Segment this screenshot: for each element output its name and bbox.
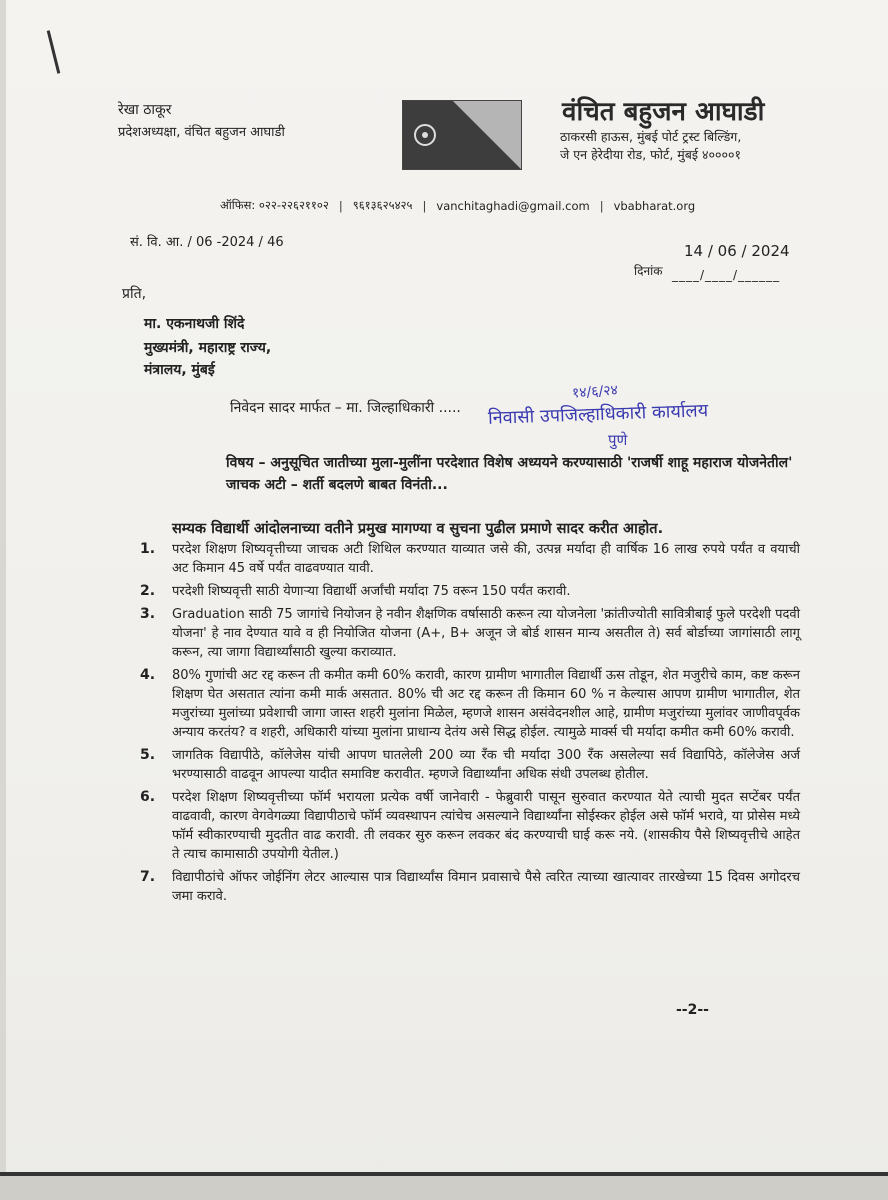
sender-title: प्रदेशअध्यक्षा, वंचित बहुजन आघाडी	[118, 125, 285, 140]
list-item-number: 7.	[140, 869, 156, 885]
email-address: vanchitaghadi@gmail.com	[436, 198, 590, 213]
separator: |	[422, 198, 427, 213]
page-left-edge	[0, 0, 6, 1200]
organization-address-line2: जे एन हेरेदीया रोड, फोर्ट, मुंबई ४००००१	[560, 147, 741, 162]
office-stamp-city: पुणे	[608, 431, 628, 449]
recipient-name: मा. एकनाथजी शिंदे	[144, 316, 245, 332]
list-item-text: विद्यापीठांचे ऑफर जोईनिंग लेटर आल्यास पात्र विद्यार्थ्यांस विमान प्रवासाचे पैसे त्वरित त्याच्या खात्यावर तारखेच्या 15 दिवस अगोदरच जमा करावे.	[172, 870, 800, 904]
list-item	[140, 666, 800, 742]
list-item-text: परदेश शिक्षण शिष्यवृत्तीच्या जाचक अटी शिथिल करण्यात याव्यात जसे की, उत्पन्न मर्यादा ही वार्षिक 16 लाख रुपये पर्यंत व वयाची अट किमान 45 वर्षे पर्यंत वाढवण्यात यावी.	[172, 542, 800, 576]
subject-line: विषय – अनुसूचित जातीच्या मुला-मुलींना परदेशात विशेष अध्ययने करण्यासाठी 'राजर्षी शाहू महाराज योजनेतील' जाचक अटी – शर्ती बदलणे बाबत विनंती...	[226, 455, 793, 493]
date-blank-line: ____/____/______	[672, 268, 781, 282]
list-item	[140, 540, 800, 578]
list-item-number: 1.	[140, 541, 156, 557]
list-item-text: परदेश शिक्षण शिष्यवृत्तीच्या फॉर्म भरायला प्रत्येक वर्षी जानेवारी - फेब्रुवारी पासून सुरुवात करण्यात येते त्याची मुदत सप्टेंबर पर्यंत वाढवावी, कारण वेगवेगळ्या विद्यापीठाचे फॉर्म व्यवस्थापन त्यांचेच असल्याने विद्यार्थ्यांना सोईस्कर होईल असे फॉर्म भरावे, या प्रोसेस मध्ये फॉर्म स्वीकारण्याची मुदतीत वाढ करावी. ती लवकर सुरु करून लवकर बंद करण्याची घाई करू नये. (शासकीय पैसे शिष्यवृत्तीचे आहेत ते त्याच कामासाठी उपयोगी येतील.)	[172, 790, 800, 862]
stamp-handwritten-date: १४/६/२४	[571, 382, 619, 402]
organization-address-line1: ठाकरसी हाऊस, मुंबई पोर्ट ट्रस्ट बिल्डिंग,	[560, 129, 742, 144]
page-marker: --2--	[676, 1002, 709, 1018]
mobile-number: ९६१३६२५४२५	[352, 198, 413, 212]
list-item-text: Graduation साठी 75 जागांचे नियोजन हे नवीन शैक्षणिक वर्षासाठी करून त्या योजनेला 'क्रांतीज्योती सावित्रीबाई फुले परदेशी पदवी योजना' हे नाव देण्यात यावे व ही नियोजित योजना (A+, B+ अजून जे बोर्ड शासन मान्य असतील ते) सर्व बोर्डाच्या जागांसाठी लागू करून, त्या जागा विद्यार्थ्यांसाठी खुल्या कराव्यात.	[172, 607, 800, 660]
list-item-number: 4.	[140, 667, 156, 683]
office-phone: ऑफिस: ०२२-२२६२११०२	[220, 198, 329, 212]
date-label: दिनांक	[634, 264, 663, 278]
list-item-text: परदेशी शिष्यवृत्ती साठी येणाऱ्या विद्यार्थी अर्जांची मर्यादा 75 वरून 150 पर्यंत करावी.	[172, 584, 571, 599]
background-strip	[0, 1176, 888, 1200]
list-item-number: 6.	[140, 789, 156, 805]
sender-name: रेखा ठाकूर	[118, 102, 172, 118]
list-item	[140, 746, 800, 784]
website: vbabharat.org	[613, 198, 696, 213]
list-item-text: 80% गुणांची अट रद्द करून ती कमीत कमी 60% करावी, कारण ग्रामीण भागातील विद्यार्थी ऊस तोडून, शेत मजुरीचे काम, कष्ट करून शिक्षण घेत असतात त्यांना कमी मार्क असतात. 80% ची अट रद्द करून ती किमान 60 % न केल्यास आपण ग्रामीण भागातील, शेत मजुरांच्या मुलांच्या प्रवेशाची जागा जास्त शहरी मुलांना मिळेल, म्हणजे शासन असंवेदनशील आहे, ग्रामीण मजुरांच्या मुलांवर जाणीवपूर्वक अन्याय करतंय? व शहरी, अधिकारी यांच्या मुलांना प्राधान्य देतंय असे सिद्ध होईल. त्यामुळे मार्क्स ची मर्यादा कमीत कमी 60% करावी.	[172, 668, 800, 740]
reference-number: सं. वि. आ. / 06 -2024 / 46	[130, 235, 284, 250]
list-item-text: जागतिक विद्यापीठे, कॉलेजेस यांची आपण घातलेली 200 व्या रँक ची मर्यादा 300 रँक असलेल्या सर्व विद्यापिठे, कॉलेजेस अर्ज भरण्यासाठी वाढवून आपल्या यादीत समाविष्ट करावीत. म्हणजे विद्यार्थ्यांना अधिक संधी उपलब्ध होतील.	[172, 748, 800, 782]
office-stamp: निवासी उपजिल्हाधिकारी कार्यालय	[487, 400, 709, 429]
list-item-number: 3.	[140, 606, 156, 622]
recipient-designation: मुख्यमंत्री, महाराष्ट्र राज्य,	[144, 340, 272, 356]
recipient-to: प्रति,	[122, 286, 147, 302]
list-item-number: 2.	[140, 583, 156, 599]
demands-list	[140, 540, 800, 910]
intro-line: सम्यक विद्यार्थी आंदोलनाच्या वतीने प्रमुख मागण्या व सुचना पुढील प्रमाणे सादर करीत आहोत.	[172, 521, 664, 537]
separator: |	[599, 198, 604, 213]
list-item	[140, 605, 800, 662]
list-item	[140, 788, 800, 864]
recipient-office: मंत्रालय, मुंबई	[144, 362, 215, 378]
pen-mark	[47, 30, 61, 73]
contact-bar	[220, 198, 695, 213]
organization-name: वंचित बहुजन आघाडी	[562, 97, 765, 127]
party-flag-logo	[402, 100, 522, 170]
separator: |	[338, 198, 343, 213]
list-item-number: 5.	[140, 747, 156, 763]
date-value: 14 / 06 / 2024	[684, 242, 790, 260]
forwarding-line: निवेदन सादर मार्फत – मा. जिल्हाधिकारी .....	[230, 400, 461, 416]
list-item	[140, 582, 800, 601]
list-item	[140, 868, 800, 906]
